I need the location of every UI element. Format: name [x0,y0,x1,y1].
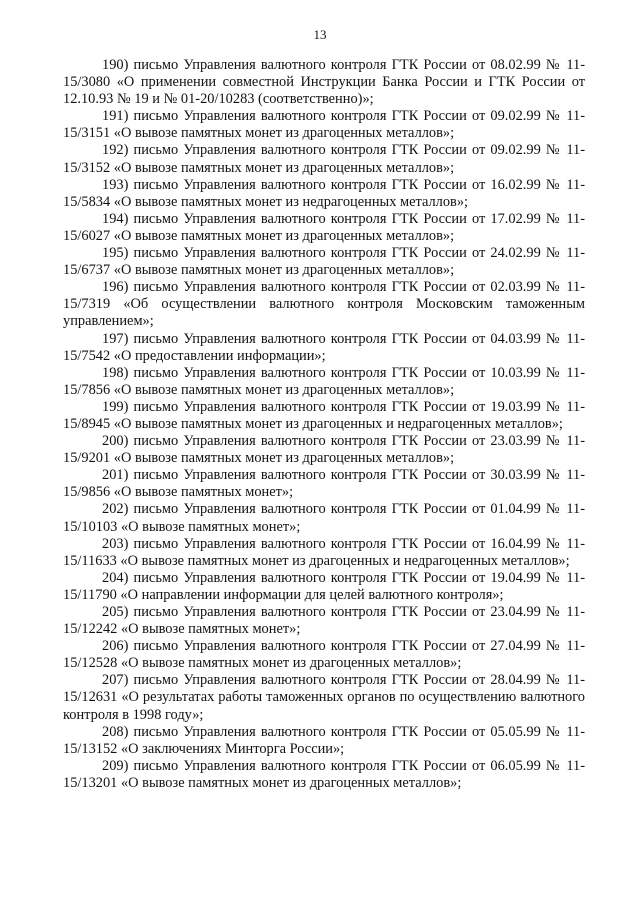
list-item: 191) письмо Управления валютного контроля ГТК России от 09.02.99 № 11-15/3151 «О вывозе памятных монет из драгоценных металлов»; [63,108,585,142]
list-item: 201) письмо Управления валютного контроля ГТК России от 30.03.99 № 11-15/9856 «О вывозе памятных монет»; [63,467,585,501]
list-item: 206) письмо Управления валютного контроля ГТК России от 27.04.99 № 11-15/12528 «О вывозе памятных монет из драгоценных металлов»; [63,638,585,672]
list-item: 205) письмо Управления валютного контроля ГТК России от 23.04.99 № 11-15/12242 «О вывозе памятных монет»; [63,604,585,638]
list-item: 204) письмо Управления валютного контроля ГТК России от 19.04.99 № 11-15/11790 «О направлении информации для целей валютного контроля»; [63,569,585,603]
list-item: 193) письмо Управления валютного контроля ГТК России от 16.02.99 № 11-15/5834 «О вывозе памятных монет из недрагоценных металлов»; [63,176,585,210]
document-body [63,57,585,792]
list-item: 209) письмо Управления валютного контроля ГТК России от 06.05.99 № 11-15/13201 «О вывозе памятных монет из драгоценных металлов»; [63,757,585,791]
list-item: 199) письмо Управления валютного контроля ГТК России от 19.03.99 № 11-15/8945 «О вывозе памятных монет из драгоценных и недрагоценных металлов»; [63,398,585,432]
list-item: 202) письмо Управления валютного контроля ГТК России от 01.04.99 № 11-15/10103 «О вывозе памятных монет»; [63,501,585,535]
list-item: 196) письмо Управления валютного контроля ГТК России от 02.03.99 № 11-15/7319 «Об осуществлении валютного контроля Московским таможенным управлением»; [63,279,585,330]
page-number: 13 [313,27,327,42]
list-item: 195) письмо Управления валютного контроля ГТК России от 24.02.99 № 11-15/6737 «О вывозе памятных монет из драгоценных металлов»; [63,245,585,279]
list-item: 194) письмо Управления валютного контроля ГТК России от 17.02.99 № 11-15/6027 «О вывозе памятных монет из драгоценных металлов»; [63,210,585,244]
list-item: 207) письмо Управления валютного контроля ГТК России от 28.04.99 № 11-15/12631 «О результатах работы таможенных органов по осуществлению валютного контроля в 1998 году»; [63,672,585,723]
list-item: 203) письмо Управления валютного контроля ГТК России от 16.04.99 № 11-15/11633 «О вывозе памятных монет из драгоценных и недрагоценных металлов»; [63,535,585,569]
list-item: 197) письмо Управления валютного контроля ГТК России от 04.03.99 № 11-15/7542 «О предоставлении информации»; [63,330,585,364]
list-item: 200) письмо Управления валютного контроля ГТК России от 23.03.99 № 11-15/9201 «О вывозе памятных монет из драгоценных металлов»; [63,433,585,467]
list-item: 192) письмо Управления валютного контроля ГТК России от 09.02.99 № 11-15/3152 «О вывозе памятных монет из драгоценных металлов»; [63,142,585,176]
list-item: 198) письмо Управления валютного контроля ГТК России от 10.03.99 № 11-15/7856 «О вывозе памятных монет из драгоценных металлов»; [63,364,585,398]
list-item: 208) письмо Управления валютного контроля ГТК России от 05.05.99 № 11-15/13152 «О заключениях Минторга России»; [63,723,585,757]
list-item: 190) письмо Управления валютного контроля ГТК России от 08.02.99 № 11-15/3080 «О применении совместной Инструкции Банка России и ГТК России от 12.10.93 № 19 и № 01-20/10283 (соответственно)»; [63,57,585,108]
